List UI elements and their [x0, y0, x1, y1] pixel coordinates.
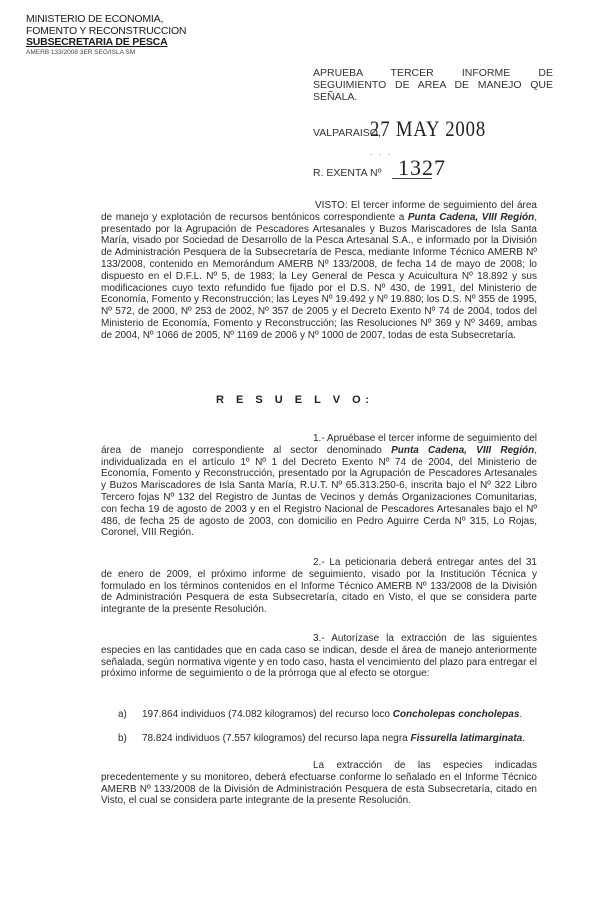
resolution-article-3 — [101, 633, 537, 680]
resolution-article-2 — [101, 557, 537, 616]
item-b-letter: b) — [118, 733, 127, 744]
dateline-dots: · · · — [370, 150, 393, 159]
header-line-ministry: MINISTERIO DE ECONOMIA, — [26, 13, 164, 25]
article-3-text: 3.- Autorízase la extracción de las siguientes especies en las cantidades que en cada caso se indican, desde el área de manejo anteriormente señalada, según normativa vigente y en todo caso, hasta el vencimiento del plazo para entregar el próximo informe de seguimiento o de la prórroga que al efecto se otorgue: — [101, 633, 537, 680]
paragraph-4-text: La extracción de las especies indicadas precedentemente y su monitoreo, deberá efectuarse conforme lo señalado en el Informe Técnico AMERB Nº 133/2008 de la División de Administración Pesquera de esta Subsecretaría, citado en Visto, el cual se considera parte integrante de la presente Resolución. — [101, 760, 537, 807]
resuelvo-heading: R E S U E L V O: — [216, 394, 374, 406]
extraction-monitoring-paragraph — [101, 760, 537, 807]
item-a-end: . — [519, 709, 523, 720]
visto-lead: VISTO: El tercer informe de seguimiento del área de manejo y explotación de recursos bentónicos correspondiente a — [101, 200, 537, 223]
exenta-number: 1327 — [398, 155, 446, 180]
item-b-text: 78.824 individuos (7.557 kilogramos) del recurso lapa negra — [142, 733, 411, 744]
ministry-header — [26, 14, 186, 57]
dateline-stamp: 27 MAY 2008 — [370, 116, 487, 141]
article-1-place: Punta Cadena, VIII Región — [391, 444, 535, 456]
item-b-body — [142, 733, 525, 745]
resolution-subject: APRUEBA TERCER INFORME DE SEGUIMIENTO DE AREA DE MANEJO QUE SEÑALA. — [313, 67, 553, 103]
item-b-species: Fissurella latimarginata — [410, 733, 523, 744]
article-1-rest: , individualizada en el artículo 1º Nº 1 del Decreto Exento Nº 74 de 2004, del Ministerio de Economía, Fomento y Reconstrucción, presentado por la Agrupación de Pescadores Artesanales y Buzos Mariscadores de Isla Santa María, R.U.T. Nº 65.313.250-6, inscrita bajo el Nº 322 Libro Tercero fojas Nº 132 del Registro de Juntas de Vecinos y demás Organizaciones Comunitarias, con fecha 19 de agosto de 2003 y en el Registro Nacional de Pescadores Artesanales bajo el Nº 486, de fecha 25 de agosto de 2003, con domicilio en Pedro Aguirre Cerda Nº 315, Lo Rojas, Coronel, VIII Región. — [101, 444, 538, 539]
item-b-end: . — [522, 733, 525, 744]
visto-paragraph — [101, 200, 537, 342]
exenta-underline — [392, 178, 432, 179]
item-a-letter: a) — [118, 709, 127, 720]
item-a-body — [142, 709, 522, 721]
visto-place: Punta Cadena, VIII Región — [407, 211, 535, 223]
article-2-text: 2.- La peticionaria deberá entregar antes del 31 de enero de 2009, el próximo informe de seguimiento, visado por la Institución Técnica y formulado en los términos contenidos en el Informe Técnico AMERB Nº 133/2008 de la División de Administración Pesquera de esta Subsecretaría, citado en Visto, el que se considera parte integrante de la presente Resolución. — [101, 557, 537, 616]
resolution-article-1 — [101, 433, 537, 539]
header-line-subsecretaria: SUBSECRETARIA DE PESCA — [26, 36, 168, 48]
item-a-species: Concholepas concholepas — [392, 709, 520, 720]
dateline-city: VALPARAISO, — [313, 127, 381, 139]
header-reference-code: AMERB 133/2008 3ER SEG/ISLA SM — [26, 48, 136, 56]
exenta-label: R. EXENTA Nº — [313, 167, 382, 179]
article-1-lead: 1.- Apruébase el tercer informe de seguimiento del área de manejo correspondiente al sector denominado — [101, 433, 538, 456]
item-a-text: 197.864 individuos (74.082 kilogramos) del recurso loco — [142, 709, 393, 720]
header-line-fomento: FOMENTO Y RECONSTRUCCION — [26, 24, 187, 37]
visto-rest: , presentado por la Agrupación de Pescadores Artesanales y Buzos Mariscadores de Isla Santa María, visado por Sociedad de Desarrollo de la Pesca Artesanal S.A., e informado por la División de Administración Pesquera de la Subsecretaría de Pesca, mediante Informe Técnico AMERB Nº 133/2008, contenido en Memorándum AMERB Nº 133/2008, de fecha 14 de mayo de 2008; lo dispuesto en el D.F.L. Nº 5, de 1983; la Ley General de Pesca y Acuicultura Nº 18.892 y sus modificaciones cuyo texto refundido fue fijado por el D.S. Nº 430, de 1991, del Ministerio de Economía, Fomento y Reconstrucción; las Leyes Nº 19.492 y Nº 19.880; los D.S. Nº 355 de 1995, Nº 572, de 2000, Nº 253 de 2002, Nº 357 de 2005 y el Decreto Exento Nº 74 de 2004, todos del Ministerio de Economía, Fomento y Reconstrucción; las Resoluciones Nº 369 y Nº 3469, ambas de 2004, Nº 1066 de 2005, Nº 1169 de 2006 y Nº 1000 de 2007, todas de esta Subsecretaría. — [101, 211, 537, 341]
